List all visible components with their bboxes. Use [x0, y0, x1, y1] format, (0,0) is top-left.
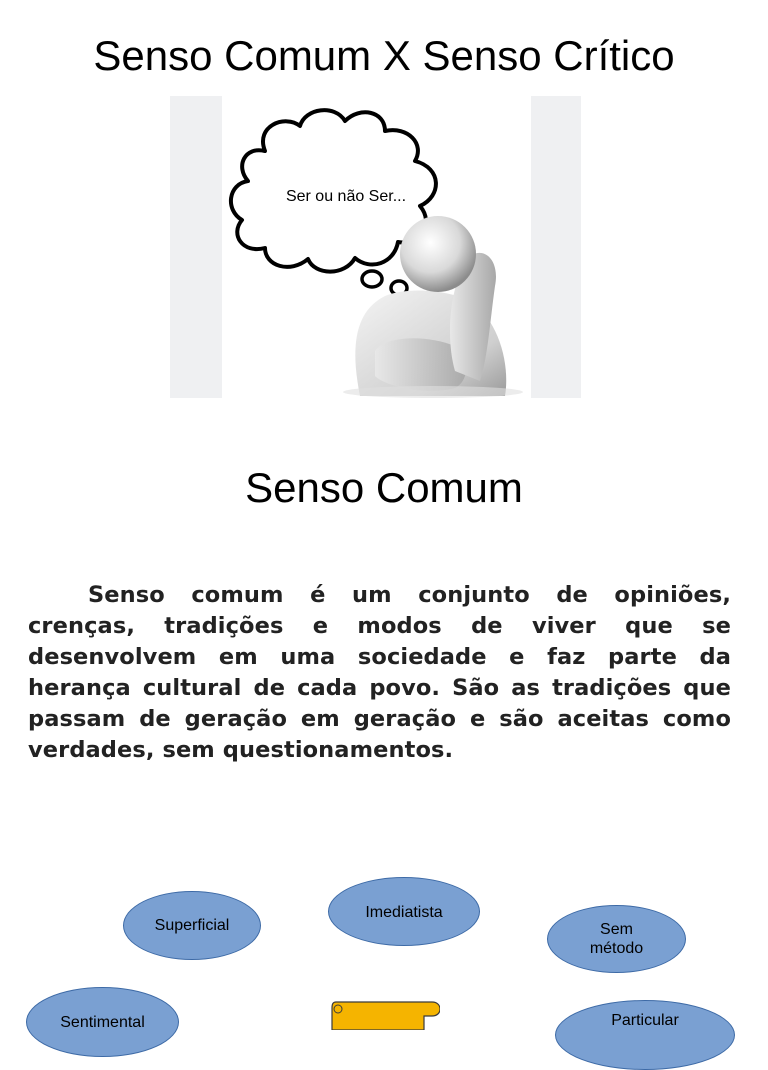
thinker-illustration — [170, 96, 581, 398]
thinking-figure-image — [170, 96, 581, 398]
slide-title: Senso Comum X Senso Crítico — [93, 32, 675, 79]
oval-label: Imediatista — [365, 904, 443, 921]
section-title: Senso Comum — [245, 464, 523, 511]
oval-imediatista — [328, 877, 480, 946]
oval-superficial — [123, 891, 261, 960]
scroll-banner-shape — [330, 1000, 440, 1030]
oval-label: Particular — [611, 1012, 679, 1029]
oval-label: Superficial — [154, 917, 230, 934]
thought-bubble-text: Ser ou não Ser... — [285, 188, 407, 205]
definition-paragraph: Senso comum é um conjunto de opiniões, crenças, tradições e modos de viver que se desenvolvem em uma sociedade e faz parte da herança cultural de cada povo. São as tradições que passam de geração em geração e são aceitas como verdades, sem questionamentos. — [28, 582, 731, 763]
oval-sem-metodo — [547, 905, 686, 973]
oval-label: Sentimental — [60, 1014, 145, 1031]
oval-sentimental — [26, 987, 179, 1057]
oval-label: Sem método — [589, 921, 644, 957]
oval-particular — [555, 1000, 735, 1070]
